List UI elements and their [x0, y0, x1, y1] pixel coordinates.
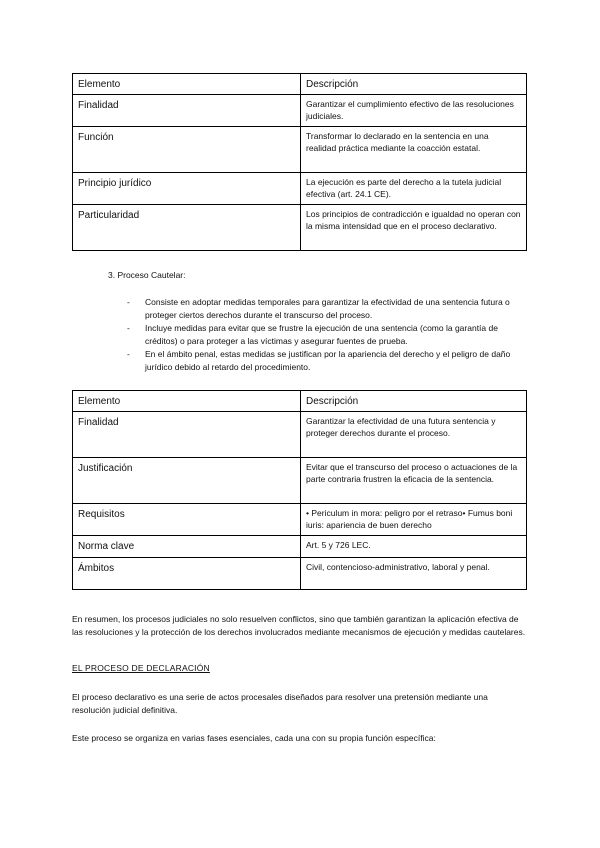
row-descripcion: Garantizar la efectividad de una futura sentencia y proteger derechos durante el proceso.: [301, 412, 527, 458]
row-elemento: Finalidad: [73, 412, 301, 458]
row-descripcion: La ejecución es parte del derecho a la tutela judicial efectiva (art. 24.1 CE).: [301, 173, 527, 205]
row-elemento: Requisitos: [73, 504, 301, 536]
list-item: - Incluye medidas para evitar que se frustre la ejecución de una sentencia (como la garantía de créditos) o para proteger a las víctimas y asegurar fuentes de prueba.: [127, 323, 498, 346]
phases-intro-paragraph: Este proceso se organiza en varias fases esenciales, cada una con su propia función específica:: [72, 733, 436, 743]
cautelar-table: [72, 390, 527, 590]
table-header-row: [73, 74, 527, 95]
table-header-row: [73, 391, 527, 412]
header-elemento: Elemento: [73, 74, 301, 95]
table-row: [73, 412, 527, 458]
bullet-text: Incluye medidas para evitar que se frustre la ejecución de una sentencia (como la garantía de créditos) o para proteger a las víctimas y asegurar fuentes de prueba.: [145, 323, 498, 346]
table-row: [73, 173, 527, 205]
row-descripcion: Art. 5 y 726 LEC.: [301, 536, 527, 558]
list-item: - En el ámbito penal, estas medidas se justifican por la apariencia del derecho y el peligro de daño jurídico debido al retardo del procedimiento.: [127, 349, 511, 372]
row-descripcion: Evitar que el transcurso del proceso o actuaciones de la parte contraria frustren la eficacia de la sentencia.: [301, 458, 527, 504]
section-title-proceso-cautelar: 3. Proceso Cautelar:: [108, 270, 186, 280]
row-elemento: Norma clave: [73, 536, 301, 558]
row-elemento: Justificación: [73, 458, 301, 504]
table-row: [73, 205, 527, 251]
table-row: [73, 536, 527, 558]
header-elemento: Elemento: [73, 391, 301, 412]
table-row: [73, 127, 527, 173]
row-elemento: Ámbitos: [73, 558, 301, 590]
execution-table: [72, 73, 527, 251]
header-descripcion: Descripción: [301, 74, 527, 95]
row-descripcion: Garantizar el cumplimiento efectivo de las resoluciones judiciales.: [301, 95, 527, 127]
row-descripcion: Transformar lo declarado en la sentencia en una realidad práctica mediante la coacción estatal.: [301, 127, 527, 173]
row-descripcion: Civil, contencioso-administrativo, laboral y penal.: [301, 558, 527, 590]
table-row: [73, 458, 527, 504]
row-elemento: Particularidad: [73, 205, 301, 251]
cautelar-bullet-list: [127, 296, 527, 374]
intro-paragraph: El proceso declarativo es una serie de actos procesales diseñados para resolver una pretensión mediante una resolución judicial definitiva.: [72, 692, 488, 715]
bullet-text: En el ámbito penal, estas medidas se justifican por la apariencia del derecho y el peligro de daño jurídico debido al retardo del procedimiento.: [145, 349, 511, 372]
table-row: [73, 558, 527, 590]
table-row: [73, 504, 527, 536]
row-descripcion: • Periculum in mora: peligro por el retraso• Fumus boni iuris: apariencia de buen derecho: [301, 504, 527, 536]
list-item: - Consiste en adoptar medidas temporales para garantizar la efectividad de una sentencia futura o proteger ciertos derechos durante el transcurso del proceso.: [127, 297, 510, 320]
bullet-text: Consiste en adoptar medidas temporales para garantizar la efectividad de una sentencia futura o proteger ciertos derechos durante el transcurso del proceso.: [145, 297, 510, 320]
row-descripcion: Los principios de contradicción e igualdad no operan con la misma intensidad que en el proceso declarativo.: [301, 205, 527, 251]
table-row: [73, 95, 527, 127]
section-heading-proceso-declaracion: EL PROCESO DE DECLARACIÓN: [72, 663, 210, 673]
row-elemento: Finalidad: [73, 95, 301, 127]
header-descripcion: Descripción: [301, 391, 527, 412]
row-elemento: Principio jurídico: [73, 173, 301, 205]
row-elemento: Función: [73, 127, 301, 173]
summary-paragraph: En resumen, los procesos judiciales no solo resuelven conflictos, sino que también garantizan la aplicación efectiva de las resoluciones y la protección de los derechos involucrados mediante mecanismos de ejecución y medidas cautelares.: [72, 614, 526, 637]
